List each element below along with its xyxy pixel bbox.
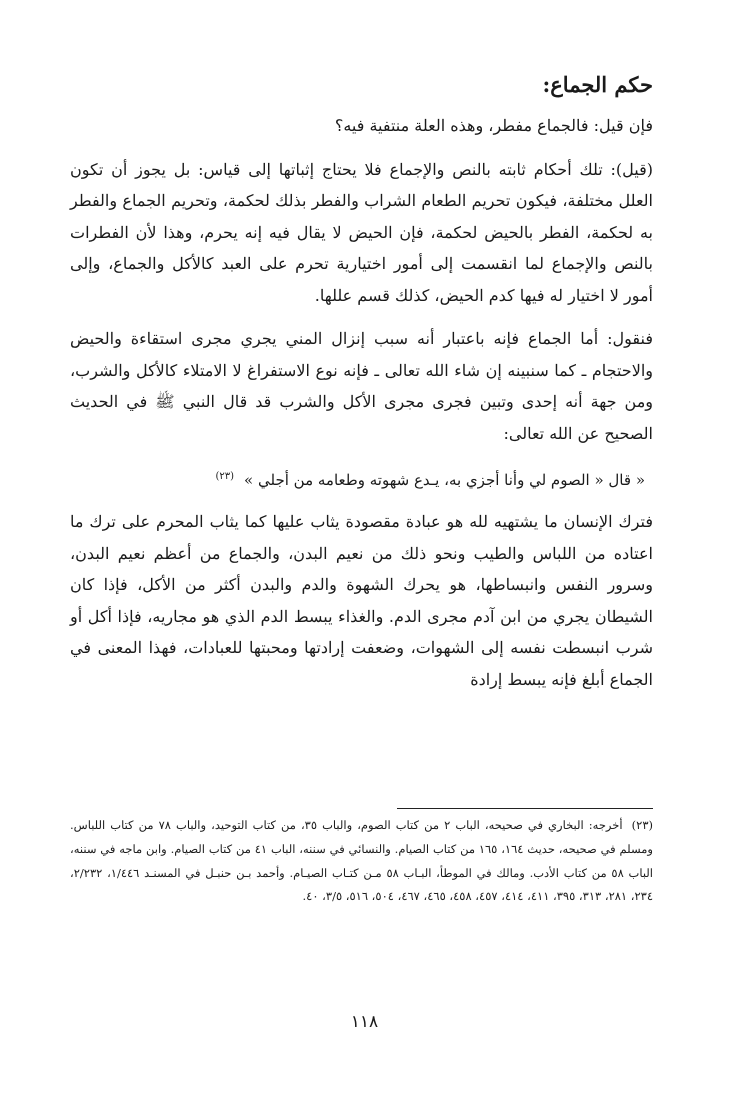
hadith-text: « قال « الصوم لي وأنا أجزي به، يـدع شهوته وطعامه من أجلي » xyxy=(244,471,645,489)
footnotes xyxy=(70,814,653,909)
footnote-divider xyxy=(397,808,653,809)
footnote-reference: (٢٣) xyxy=(215,471,235,482)
footnote-item xyxy=(70,814,653,909)
hadith-quote xyxy=(70,461,653,496)
answer-paragraph: (قيل): تلك أحكام ثابته بالنص والإجماع فلا يحتاج إثباتها إلى قياس: بل يجوز أن تكون العلل مختلفة، فيكون تحريم الطعام الشراب والفطر بذلك لحكمة، وتحريم الجماع والفطر به لحكمة، الفطر بالحيض لحكمة، فإن الحيض لا يقال فيه إنه يحرم، وهذا لأن الفطرات بالنص والإجماع لما انقسمت إلى أمور اختيارية تحرم على العبد كالأكل والجماع، وإلى أمور لا اختيار له فيها كدم الحيض، كذلك قسم عللها. xyxy=(70,159,653,305)
continuation-paragraph: فترك الإنسان ما يشتهيه لله هو عبادة مقصودة يثاب عليها كما يثاب المحرم على ترك ما اعتاده من اللباس والطيب ونحو ذلك من نعيم البدن، والجماع من أعظم نعيم البدن، وسرور النفس وانبساطها، هو يحرك الشهوة والدم والبدن أكثر من الأكل، فإذا كان الشيطان يجري من ابن آدم مجرى الدم. والغذاء يبسط الدم الذي هو مجاريه، فإذا أكل أو شرب انبسطت نفسه إلى الشهوات، وضعفت إرادتها ومحبتها للعبادات، فهذا المعنى في الجماع أبلغ فإنه يبسط إرادة xyxy=(70,512,653,689)
section-heading: حكم الجماع: xyxy=(542,72,653,97)
page-number: ١١٨ xyxy=(350,1012,379,1032)
page-body xyxy=(70,70,653,707)
question-paragraph: فإن قيل: فالجماع مفطر، وهذه العلة منتفية فيه؟ xyxy=(334,116,653,135)
footnote-number: (٢٣) xyxy=(631,818,654,832)
analysis-paragraph: فنقول: أما الجماع فإنه باعتبار أنه سبب إنزال المني يجري مجرى استقاءة والحيض والاحتجام ـ كما سنبينه إن شاء الله تعالى ـ فإنه نوع الاستفراغ لا الامتلاء كالأكل والشرب، ومن جهة أنه إحدى وتبين فجرى مجرى الأكل والشرب قد قال النبي ﷺ في الحديث الصحيح عن الله تعالى: xyxy=(70,329,653,443)
footnote-text: أخرجه: البخاري في صحيحه، الباب ٢ من كتاب الصوم، والباب ٣٥، من كتاب التوحيد، والباب ٧٨ من كتاب اللباس. ومسلم في صحيحه، حديث ١٦٤، ١٦٥ من كتاب الصيام. والنسائي في سننه، الباب ٤١ من كتاب الصيام. وابن ماجه في سننه، الباب ٥٨ من كتاب الأدب. ومالك في الموطأ، البـاب ٥٨ مـن كتـاب الصيـام. وأحمد بـن حنبـل في المسنـد ١/٤٤٦، ٢/٢٣٢، ٢٣٤، ٢٨١، ٣١٣، ٣٩٥، ٤١١، ٤١٤، ٤٥٧، ٤٥٨، ٤٦٥، ٤٦٧، ٥٠٤، ٥١٦، ٣/٥، ٤٠. xyxy=(70,818,654,904)
